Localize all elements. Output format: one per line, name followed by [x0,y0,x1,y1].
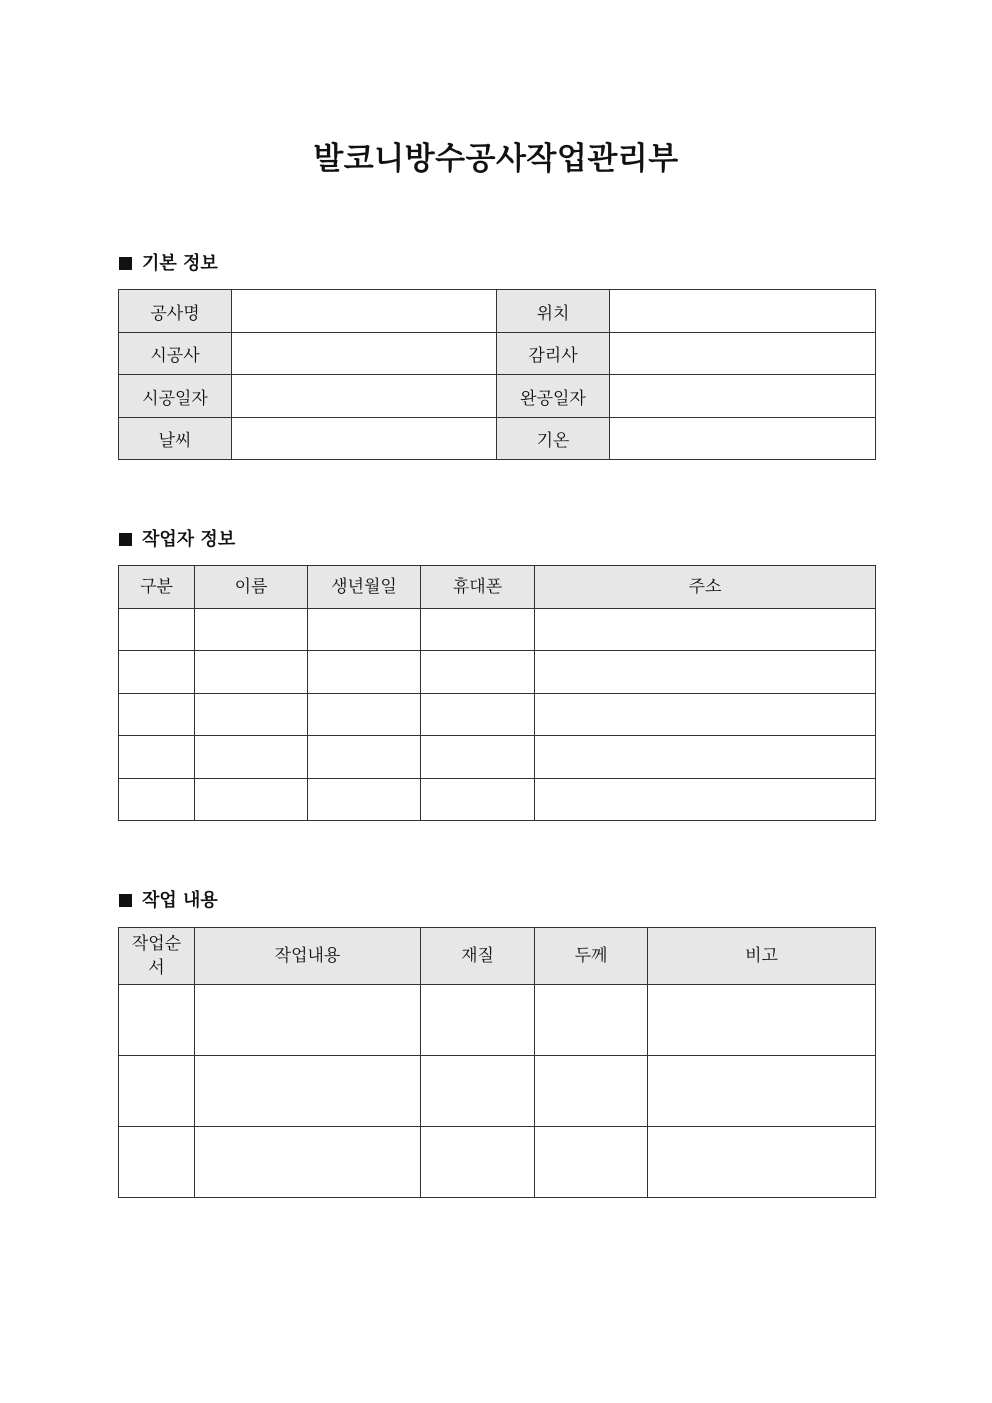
table-cell[interactable] [421,985,535,1056]
table-cell[interactable] [308,609,421,651]
table-cell[interactable] [119,651,195,694]
label-cell: 기온 [497,418,610,460]
table-cell[interactable] [119,609,195,651]
table-row [119,418,876,460]
section-heading-work-content [119,889,218,913]
column-header: 비고 [648,928,876,985]
square-bullet-icon [119,533,132,546]
table-row [119,333,876,375]
table-row [119,694,876,736]
column-header: 작업내용 [195,928,421,985]
worker-info-table [118,565,876,821]
table-cell[interactable] [421,1127,535,1198]
table-cell[interactable] [195,1127,421,1198]
column-header: 구분 [119,566,195,609]
table-row [119,1056,876,1127]
table-cell[interactable] [535,736,876,779]
temperature-field[interactable] [610,418,876,460]
table-cell[interactable] [535,985,648,1056]
table-cell[interactable] [195,609,308,651]
table-cell[interactable] [119,736,195,779]
section-heading-basic-info [119,252,218,276]
label-cell: 공사명 [119,290,232,333]
table-cell[interactable] [648,1127,876,1198]
table-cell[interactable] [535,779,876,821]
document-title: 발코니방수공사작업관리부 [313,141,679,177]
table-cell[interactable] [421,609,535,651]
table-cell[interactable] [195,736,308,779]
label-cell: 시공일자 [119,375,232,418]
label-cell: 위치 [497,290,610,333]
table-cell[interactable] [195,779,308,821]
table-row [119,1127,876,1198]
label-cell: 감리사 [497,333,610,375]
table-cell[interactable] [195,651,308,694]
section-heading-label: 기본 정보 [142,253,218,274]
location-field[interactable] [610,290,876,333]
table-cell[interactable] [308,779,421,821]
column-header: 생년월일 [308,566,421,609]
column-header: 재질 [421,928,535,985]
table-cell[interactable] [119,1127,195,1198]
table-cell[interactable] [308,694,421,736]
column-header: 주소 [535,566,876,609]
table-row [119,609,876,651]
basic-info-table [118,289,876,460]
column-header: 이름 [195,566,308,609]
column-header: 두께 [535,928,648,985]
start-date-field[interactable] [232,375,497,418]
table-row [119,375,876,418]
table-row [119,985,876,1056]
table-row [119,779,876,821]
square-bullet-icon [119,257,132,270]
column-header: 휴대폰 [421,566,535,609]
label-cell: 완공일자 [497,375,610,418]
label-cell: 날씨 [119,418,232,460]
table-cell[interactable] [119,985,195,1056]
project-name-field[interactable] [232,290,497,333]
table-cell[interactable] [195,694,308,736]
completion-date-field[interactable] [610,375,876,418]
table-row [119,651,876,694]
table-cell[interactable] [119,1056,195,1127]
work-content-table [118,927,876,1198]
table-cell[interactable] [119,779,195,821]
column-header [119,928,195,985]
label-cell: 시공사 [119,333,232,375]
table-cell[interactable] [535,609,876,651]
weather-field[interactable] [232,418,497,460]
table-cell[interactable] [535,651,876,694]
table-cell[interactable] [195,1056,421,1127]
table-cell[interactable] [421,694,535,736]
section-heading-worker-info [119,528,235,552]
supervisor-field[interactable] [610,333,876,375]
table-header-row [119,566,876,609]
table-cell[interactable] [648,985,876,1056]
column-header-label: 작업순서 [131,934,182,978]
square-bullet-icon [119,894,132,907]
table-cell[interactable] [535,1127,648,1198]
table-cell[interactable] [421,1056,535,1127]
section-heading-label: 작업 내용 [142,890,218,911]
table-cell[interactable] [308,736,421,779]
table-cell[interactable] [195,985,421,1056]
table-row [119,736,876,779]
table-cell[interactable] [308,651,421,694]
table-cell[interactable] [421,651,535,694]
table-cell[interactable] [648,1056,876,1127]
table-cell[interactable] [535,1056,648,1127]
table-cell[interactable] [119,694,195,736]
table-cell[interactable] [421,736,535,779]
table-cell[interactable] [421,779,535,821]
contractor-field[interactable] [232,333,497,375]
section-heading-label: 작업자 정보 [142,529,236,550]
table-header-row [119,928,876,985]
table-cell[interactable] [535,694,876,736]
table-row [119,290,876,333]
